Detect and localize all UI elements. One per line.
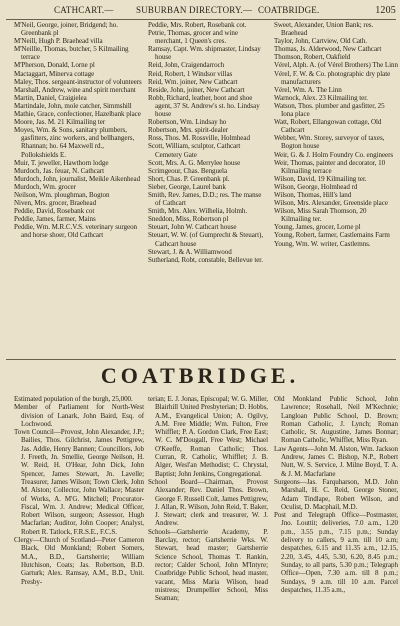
directory-entry: Wilson, Thomas, Hill's land [274, 190, 352, 199]
directory-entry: Martindale, John, mole catcher, Simmshill [14, 101, 132, 110]
directory-entry: M'Neil, George, joiner, Bridgend; ho. Greenbank pl [14, 21, 118, 38]
directory-entry: Sieber, George, Laurel bank [148, 182, 226, 191]
directory-entry: Peddie, James, farmer, Mains [14, 215, 96, 224]
directory-entry: Surgeons—Jas. Farquharson, M.D. John Marshall, H. C. Reid, George Stoner, Adam Tindlape, Robert Wilson, and Oculist, D. Macphail, M.D. [274, 477, 398, 511]
directory-entry: Law Agents—John M. Alston, Wm. Jackson Andrew, James C. Bishop, N.P., Robert Nutt, W. S. Service, J. Milne Boyd, T. A. & J. M. Macfarlane [274, 444, 398, 478]
directory-entry: Sutherland, Robt, constable, Bellevue ter. [148, 255, 263, 264]
directory-entry: Smith, Rev. James, D.D.; res. The manse of Cathcart [148, 190, 262, 208]
directory-entry: Niven, Mrs. grocer, Braehead [14, 199, 97, 208]
directory-entry: Weir, Thomas, painter and decorator, 10 Kilmailing terrace [274, 158, 386, 175]
directory-entry: Watt, Robert, Ellangowan cottage, Old Cathcart [274, 118, 382, 135]
top-column-1 [14, 21, 142, 240]
directory-entry: Steuart, John W. Cathcart house [148, 223, 237, 232]
bottom-column-3 [274, 395, 398, 594]
directory-entry: Young, Robert, farmer, Castlemains Farm [274, 231, 390, 240]
running-head [6, 5, 396, 19]
directory-entry: Member of Parliament for North-West division of Lanark, John Baird, Esq. of Lochwood. [14, 403, 144, 428]
directory-entry: Moore, Jas. M. 21 Kilmailing ter [14, 118, 106, 127]
directory-entry: Wilson, Miss Sarah Thomson, 20 Kilmailing ter. [274, 207, 367, 224]
directory-entry: Ross, Thos. M. Rossville, Holmhead [148, 134, 250, 143]
directory-entry: Young, Wm. W. writer, Castlemns. [274, 239, 371, 248]
directory-entry: School Board—Chairman, Provost Alexander; Rev. Daniel Thos. Brown, George F. Russell Colt, James Pettigrew, J. Allan, R. Wilson, John Reid, T. Baker, J. Stewart; clerk and treasurer, W. J. Andrew. [148, 477, 268, 528]
directory-entry: Watson, Thos. plumber and gasfitter, 25 Iona place [274, 101, 385, 119]
directory-entry: Reside, John, joiner, New Cathcart [148, 85, 245, 94]
directory-entry: Post and Telegraph Office—Postmaster, Jno. Louttit; deliveries, 7.0 a.m., 1.20 p.m., 3.55 p.m., 7.15 p.m.; Sunday delivery to callers, 9 a.m. till 10 a.m; despatches, 6.15 and 11.35 a.m., 12.15, 2.20, 3.45, 4.45, 5.30, 6.20, 8.45 p.m.; Sunday, to all parts, 5.30 p.m.; Telegraph Office—Open, 7.30 a.m. till 8 p.m.; Sundays, 9 a.m. till 10 a.m. Parcel despatches, 11.35 a.m., [274, 511, 398, 594]
directory-entry: M'Pherson, Donald, Lorne pl [14, 61, 95, 70]
directory-entry: Steuart, W. W. (of Gumprecht & Steuart), Cathcart house [148, 231, 264, 248]
directory-entry: Marshall, Andrew, wine and spirit merchant [14, 85, 136, 94]
directory-entry: Moyes, Wm. & Sons, sanitary plumbers, gasfitters, zinc workers, and bellhangers, Rhannan; ho. 64 Maxwell rd., Pollokshields E. [14, 126, 135, 159]
directory-entry: Sweet, Alexander, Union Bank; res. Braehead [274, 21, 374, 38]
directory-entry: Scott, Mrs. A. G. Merrylee house [148, 158, 241, 167]
directory-entry: Old Monkland Public School, John Lawrence; Rosehall, Neil M'Kechnie; Langloan Public School, D. Brown; Roman Catholic, J. Lynch; Roman Catholic, St. Augustine, James Bonnar; Roman Catholic, Whifflet, Miss Ryan. [274, 395, 398, 445]
section-rule [6, 359, 396, 360]
directory-entry: Petrie, Thomas, grocer and wine merchant, 1 Queen's cres. [148, 29, 238, 46]
directory-entry: Reid, John, Craigendarroch [148, 61, 225, 70]
directory-entry: Thomson, Robert, Oakfield [274, 53, 351, 62]
directory-entry: Murdoch, Wm. grocer [14, 182, 76, 191]
top-column-2 [148, 21, 266, 264]
directory-entry: Young, James, grocer, Lorne pl [274, 223, 361, 232]
directory-entry: Mathie, Grace, confectioner, Hazelbank place [14, 110, 141, 119]
directory-entry: Wilson, David, 19 Kilmailing ter. [274, 174, 367, 183]
directory-entry: Wilson, Mrs. Alexander, Greenside place [274, 199, 388, 208]
section-heading: COATBRIDGE. [100, 363, 300, 388]
header-rule [6, 19, 396, 20]
directory-entry: Murdoch, John, journalist, Meikle Aikenhead [14, 174, 141, 183]
directory-entry: Town Council—Provost, John Alexander, J.P.; Bailies, Thos. Gilchrist, James Pettigrew, Jas. Addie, Henry Bannen; Councillors, Job J. Freeth, Jn. Smellie, George Neilson, H. W. Reid, H. O'Hear, John Dick, John Spencer, James Stewart, Jn. Lavelle; Treasurer, James Wilson; Town Clerk, John M. Alston; Collector, John Wallace; Master of Works, A. M'G. Mitchell; Procurator-Fiscal, Wm. J. Andrew; Medical Officer, Robert Wilson, surgeon; Assessor, Hugh Macfarlan; Auditor, John Cooper; Analyst, Robert R. Tatlock, F.R.S.E., F.C.S. [14, 428, 144, 536]
directory-entry: Peddie, David, Rosebank cot [14, 207, 95, 216]
directory-entry: Maley, Thos. sergeant-instructor of volunteers [14, 77, 142, 86]
running-head-left: CATHCART.— [54, 5, 114, 15]
directory-entry: M'Neillie, Thomas, butcher, 5 Kilmailing terrace [14, 45, 129, 62]
directory-entry: Robb, Richard, leather, boot and shoe agent, 37 St. Andrew's st. ho. Lindsay house [148, 93, 260, 119]
directory-entry: Clergy—Church of Scotland—Peter Cameron Black, Old Monkland; Robert Somers, M.A., B.D., Gartsherrie; William Hutchison, Coats; Jas. Robertson, B.D. Garturk; Alex. Ramsay, A.M., B.D., Unit. Presby- [14, 536, 144, 586]
directory-entry: Webber, Wm. Storey, surveyor of taxes, Bogton house [274, 134, 385, 151]
directory-entry: Stewart, J. & A. Williamwood [148, 247, 232, 256]
directory-entry: terian; E. J. Jonas, Episcopal; W. G. Miller, Blairhill United Presbyterian; D. Hobbs, A.M., Evangelical Union; A. Ogilvy, A.M. Free Middle; Wm. Fulton, Free Whifflet; P. A. Gordon Clark, Free East; W. C. M'Dougall, Free West; Michael O'Keeffe, Roman Catholic; Thos. Curran, R. Catholic, Whifflet; J. B. Alger, Wesl'an Methodist; C. Chrystal, Baptist; John Jenkins, Congregational. [148, 395, 268, 478]
directory-entry: Scrimgeour, Chas. Benguela [148, 166, 228, 175]
directory-entry: M'Neill, Hugh P. Braehead villa [14, 37, 103, 46]
directory-entry: Short, Chas. P. Greenbank pl. [148, 174, 230, 183]
page-number: 1205 [375, 5, 396, 16]
directory-entry: Estimated population of the burgh, 25,000. [14, 395, 133, 403]
directory-entry: Robertson, Mrs. spirit-dealer [148, 126, 228, 135]
directory-entry: Reid, Wm. joiner, New Cathcart [148, 77, 238, 86]
directory-entry: Weir, G. & J. Holm Foundry Co. engineers [274, 150, 394, 159]
running-head-right: COATBRIDGE. [258, 5, 320, 15]
directory-entry: Vérel, F. W. & Co. photographic dry plate manufacturers [274, 69, 391, 86]
directory-entry: Schools—Gartsherrie Academy, P. Barclay, rector; Gartsherrie Wks. W. Stewart, head master; Gartsherrie Science School, Thomas T. Rankin, rector; Calder School, John M'Intyre; Coatbridge Public School, head master, vacant, Miss Maria Wilson, head mistress; Drumpellier School, Miss Seaman; [148, 527, 268, 603]
directory-entry: Ramsay, Capt. Wm. shipmaster, Lindsay house [148, 45, 261, 62]
bottom-column-1 [14, 395, 144, 586]
directory-entry: Muir, T. jeweller, Hawthorn lodge [14, 158, 109, 167]
directory-entry: Reid, Robert, 1 Windsor villas [148, 69, 233, 78]
directory-entry: Neilson, Wm. ploughman, Bogton [14, 190, 110, 199]
directory-entry: Thomas, Js. Alderwood, New Cathcart [274, 45, 382, 54]
directory-entry: Smith, Mrs. Alex. Wilhelia, Holmh. [148, 207, 248, 216]
directory-entry: Peddie, Mrs. Robert, Rosebank cot. [148, 21, 247, 29]
directory-entry: Sneddon, Miss, Robertson pl [148, 215, 229, 224]
directory-entry: Vérel, Wm. A. The Linn [274, 85, 342, 94]
directory-entry: Scott, William, sculptor, Cathcart Cemetery Gate [148, 142, 241, 159]
top-column-3 [274, 21, 398, 248]
directory-entry: Peddie, Wm. M.R.C.V.S. veterinary surgeon and horse shoer, Old Cathcart [14, 223, 138, 240]
running-head-center: SUBURBAN DIRECTORY.— [136, 5, 253, 15]
bottom-column-2 [148, 395, 268, 602]
directory-entry: Warnock, Alex. 23 Kilmailing ter. [274, 93, 368, 102]
directory-entry: Vérel, Alph. A. (of Vérel Brothers) The Linn [274, 61, 398, 70]
directory-entry: Mactaggart, Minerva cottage [14, 69, 95, 78]
directory-entry: Martin, Daniel, Craigielea [14, 93, 87, 102]
directory-entry: Murdoch, Jas. feuar, N. Cathcart [14, 166, 105, 175]
directory-entry: Wilson, George, Holmhead rd [274, 182, 358, 191]
directory-entry: Robertson, Wm. Lindsay ho [148, 118, 227, 127]
directory-entry: Taylor, John, Cartview, Old Cath. [274, 37, 368, 46]
